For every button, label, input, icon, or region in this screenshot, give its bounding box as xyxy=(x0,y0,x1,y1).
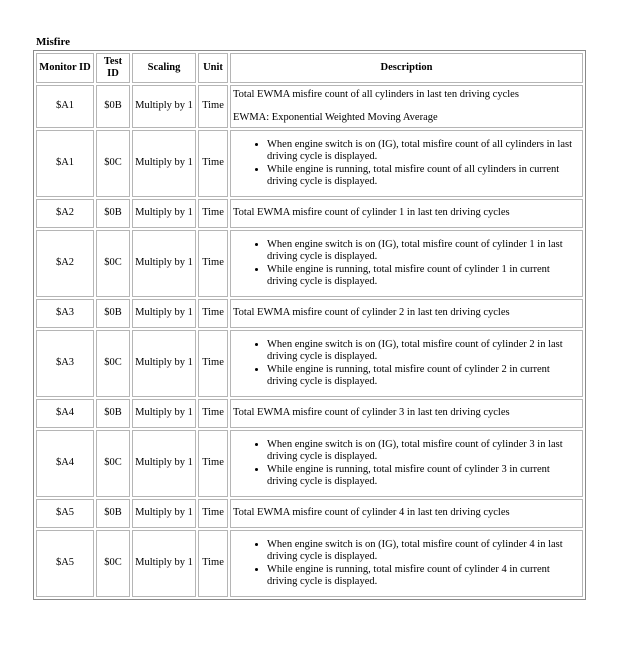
description-cell: Total EWMA misfire count of cylinder 3 in last ten driving cycles xyxy=(230,399,583,428)
bullet-item: • When engine switch is on (IG), total misfire count of cylinder 2 in last driving cycle is displayed. xyxy=(267,339,580,363)
description-cell: Total EWMA misfire count of cylinder 4 in last ten driving cycles xyxy=(230,499,583,528)
scaling-cell: Multiply by 1 xyxy=(132,530,196,597)
description-bullets xyxy=(233,439,580,487)
table-row xyxy=(36,499,583,528)
scaling-cell: Multiply by 1 xyxy=(132,330,196,397)
bullet-item: • When engine switch is on (IG), total misfire count of cylinder 4 in last driving cycle is displayed. xyxy=(267,539,580,563)
test-id-cell: $0C xyxy=(96,130,130,197)
monitor-id-cell: $A2 xyxy=(36,199,94,228)
bullet-item: • When engine switch is on (IG), total misfire count of all cylinders in last driving cycle is displayed. xyxy=(267,139,580,163)
scaling-cell: Multiply by 1 xyxy=(132,499,196,528)
test-id-cell: $0C xyxy=(96,530,130,597)
test-id-cell: $0C xyxy=(96,230,130,297)
description-bullets xyxy=(233,239,580,287)
bullet-item: • While engine is running, total misfire count of cylinder 4 in current driving cycle is displayed. xyxy=(267,564,580,588)
unit-cell: Time xyxy=(198,430,228,497)
header-description: Description xyxy=(230,53,583,83)
bullet-item: • While engine is running, total misfire count of all cylinders in current driving cycle is displayed. xyxy=(267,164,580,188)
section-title: Misfire xyxy=(36,36,71,48)
scaling-cell: Multiply by 1 xyxy=(132,299,196,328)
description-text: Total EWMA misfire count of all cylinders in last ten driving cycles xyxy=(233,88,519,100)
monitor-id-cell: $A3 xyxy=(36,299,94,328)
monitor-id-cell: $A3 xyxy=(36,330,94,397)
test-id-cell: $0B xyxy=(96,85,130,128)
unit-cell: Time xyxy=(198,499,228,528)
description-cell: Total EWMA misfire count of cylinder 1 in last ten driving cycles xyxy=(230,199,583,228)
header-unit: Unit xyxy=(198,53,228,83)
header-scaling: Scaling xyxy=(132,53,196,83)
test-id-cell: $0B xyxy=(96,399,130,428)
monitor-id-cell: $A1 xyxy=(36,130,94,197)
description-cell xyxy=(230,430,583,497)
description-bullets xyxy=(233,539,580,587)
description-cell xyxy=(230,530,583,597)
test-id-cell: $0B xyxy=(96,499,130,528)
unit-cell: Time xyxy=(198,399,228,428)
monitor-id-cell: $A1 xyxy=(36,85,94,128)
unit-cell: Time xyxy=(198,199,228,228)
table-row xyxy=(36,199,583,228)
table-row xyxy=(36,330,583,397)
table-row xyxy=(36,299,583,328)
description-cell: Total EWMA misfire count of cylinder 2 in last ten driving cycles xyxy=(230,299,583,328)
scaling-cell: Multiply by 1 xyxy=(132,130,196,197)
unit-cell: Time xyxy=(198,230,228,297)
description-note: EWMA: Exponential Weighted Moving Average xyxy=(233,112,438,123)
description-bullets xyxy=(233,339,580,387)
monitor-id-cell: $A5 xyxy=(36,530,94,597)
misfire-table xyxy=(33,50,586,600)
table-row xyxy=(36,430,583,497)
unit-cell: Time xyxy=(198,85,228,128)
test-id-cell: $0C xyxy=(96,430,130,497)
monitor-id-cell: $A4 xyxy=(36,430,94,497)
test-id-cell: $0C xyxy=(96,330,130,397)
monitor-id-cell: $A2 xyxy=(36,230,94,297)
table-row xyxy=(36,399,583,428)
unit-cell: Time xyxy=(198,130,228,197)
scaling-cell: Multiply by 1 xyxy=(132,85,196,128)
table-row xyxy=(36,230,583,297)
scaling-cell: Multiply by 1 xyxy=(132,430,196,497)
header-test-id: Test ID xyxy=(96,53,130,83)
scaling-cell: Multiply by 1 xyxy=(132,199,196,228)
header-monitor-id: Monitor ID xyxy=(36,53,94,83)
table-row xyxy=(36,85,583,128)
description-cell xyxy=(230,130,583,197)
scaling-cell: Multiply by 1 xyxy=(132,399,196,428)
unit-cell: Time xyxy=(198,530,228,597)
bullet-item: • When engine switch is on (IG), total misfire count of cylinder 1 in last driving cycle is displayed. xyxy=(267,239,580,263)
description-bullets xyxy=(233,139,580,187)
table-header-row xyxy=(36,53,583,83)
description-cell xyxy=(230,230,583,297)
table-row xyxy=(36,130,583,197)
unit-cell: Time xyxy=(198,299,228,328)
unit-cell: Time xyxy=(198,330,228,397)
bullet-item: • While engine is running, total misfire count of cylinder 3 in current driving cycle is displayed. xyxy=(267,464,580,488)
test-id-cell: $0B xyxy=(96,299,130,328)
monitor-id-cell: $A5 xyxy=(36,499,94,528)
bullet-item: • While engine is running, total misfire count of cylinder 1 in current driving cycle is displayed. xyxy=(267,264,580,288)
bullet-item: • While engine is running, total misfire count of cylinder 2 in current driving cycle is displayed. xyxy=(267,364,580,388)
description-cell xyxy=(230,85,583,128)
monitor-id-cell: $A4 xyxy=(36,399,94,428)
description-cell xyxy=(230,330,583,397)
table-row xyxy=(36,530,583,597)
scaling-cell: Multiply by 1 xyxy=(132,230,196,297)
test-id-cell: $0B xyxy=(96,199,130,228)
bullet-item: • When engine switch is on (IG), total misfire count of cylinder 3 in last driving cycle is displayed. xyxy=(267,439,580,463)
